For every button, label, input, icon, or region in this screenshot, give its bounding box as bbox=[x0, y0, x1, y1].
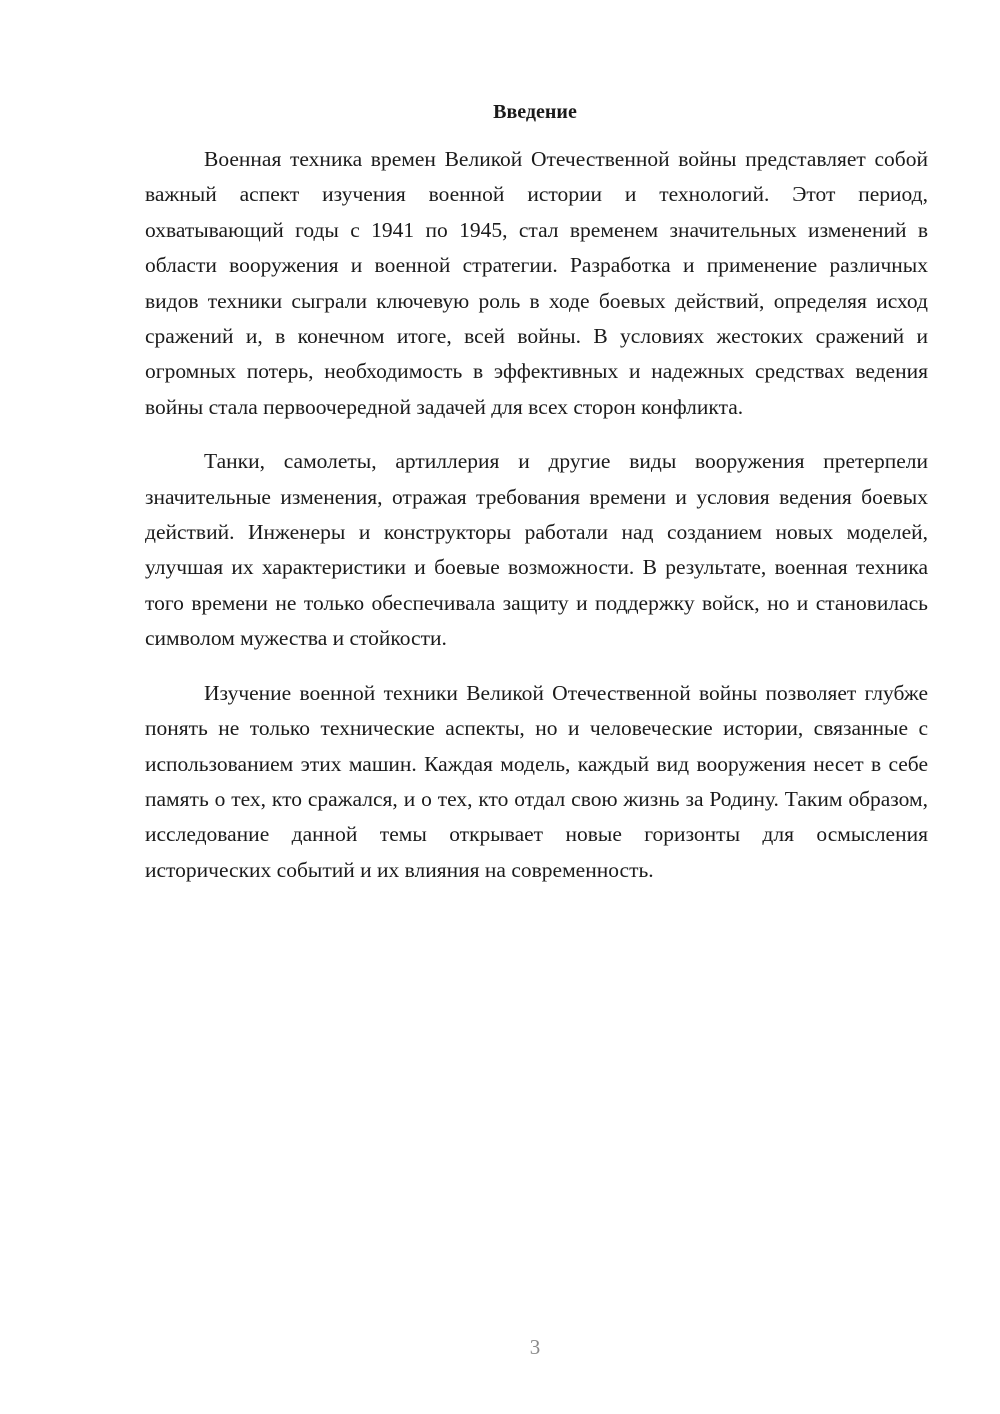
paragraph-1: Военная техника времен Великой Отечественной войны представляет собой важный аспект изучения военной истории и технологий. Этот период, охватывающий годы с 1941 по 1945, стал временем значительных изменений в области вооружения и военной стратегии. Разработка и применение различных видов техники сыграли ключевую роль в ходе боевых действий, определяя исход сражений и, в конечном итоге, всей войны. В условиях жестоких сражений и огромных потерь, необходимость в эффективных и надежных средствах ведения войны стала первоочередной задачей для всех сторон конфликта. bbox=[145, 147, 928, 419]
paragraph-2: Танки, самолеты, артиллерия и другие виды вооружения претерпели значительные изменения, отражая требования времени и условия ведения боевых действий. Инженеры и конструкторы работали над созданием новых моделей, улучшая их характеристики и боевые возможности. В результате, военная техника того времени не только обеспечивала защиту и поддержку войск, но и становилась символом мужества и стойкости. bbox=[145, 449, 928, 651]
body-text bbox=[145, 142, 928, 888]
paragraph-3: Изучение военной техники Великой Отечественной войны позволяет глубже понять не только технические аспекты, но и человеческие истории, связанные с использованием этих машин. Каждая модель, каждый вид вооружения несет в себе память о тех, кто сражался, и о тех, кто отдал свою жизнь за Родину. Таким образом, исследование данной темы открывает новые горизонты для осмысления исторических событий и их влияния на современность. bbox=[145, 680, 928, 882]
page-number: 3 bbox=[529, 1335, 541, 1359]
section-heading: Введение bbox=[493, 101, 577, 123]
